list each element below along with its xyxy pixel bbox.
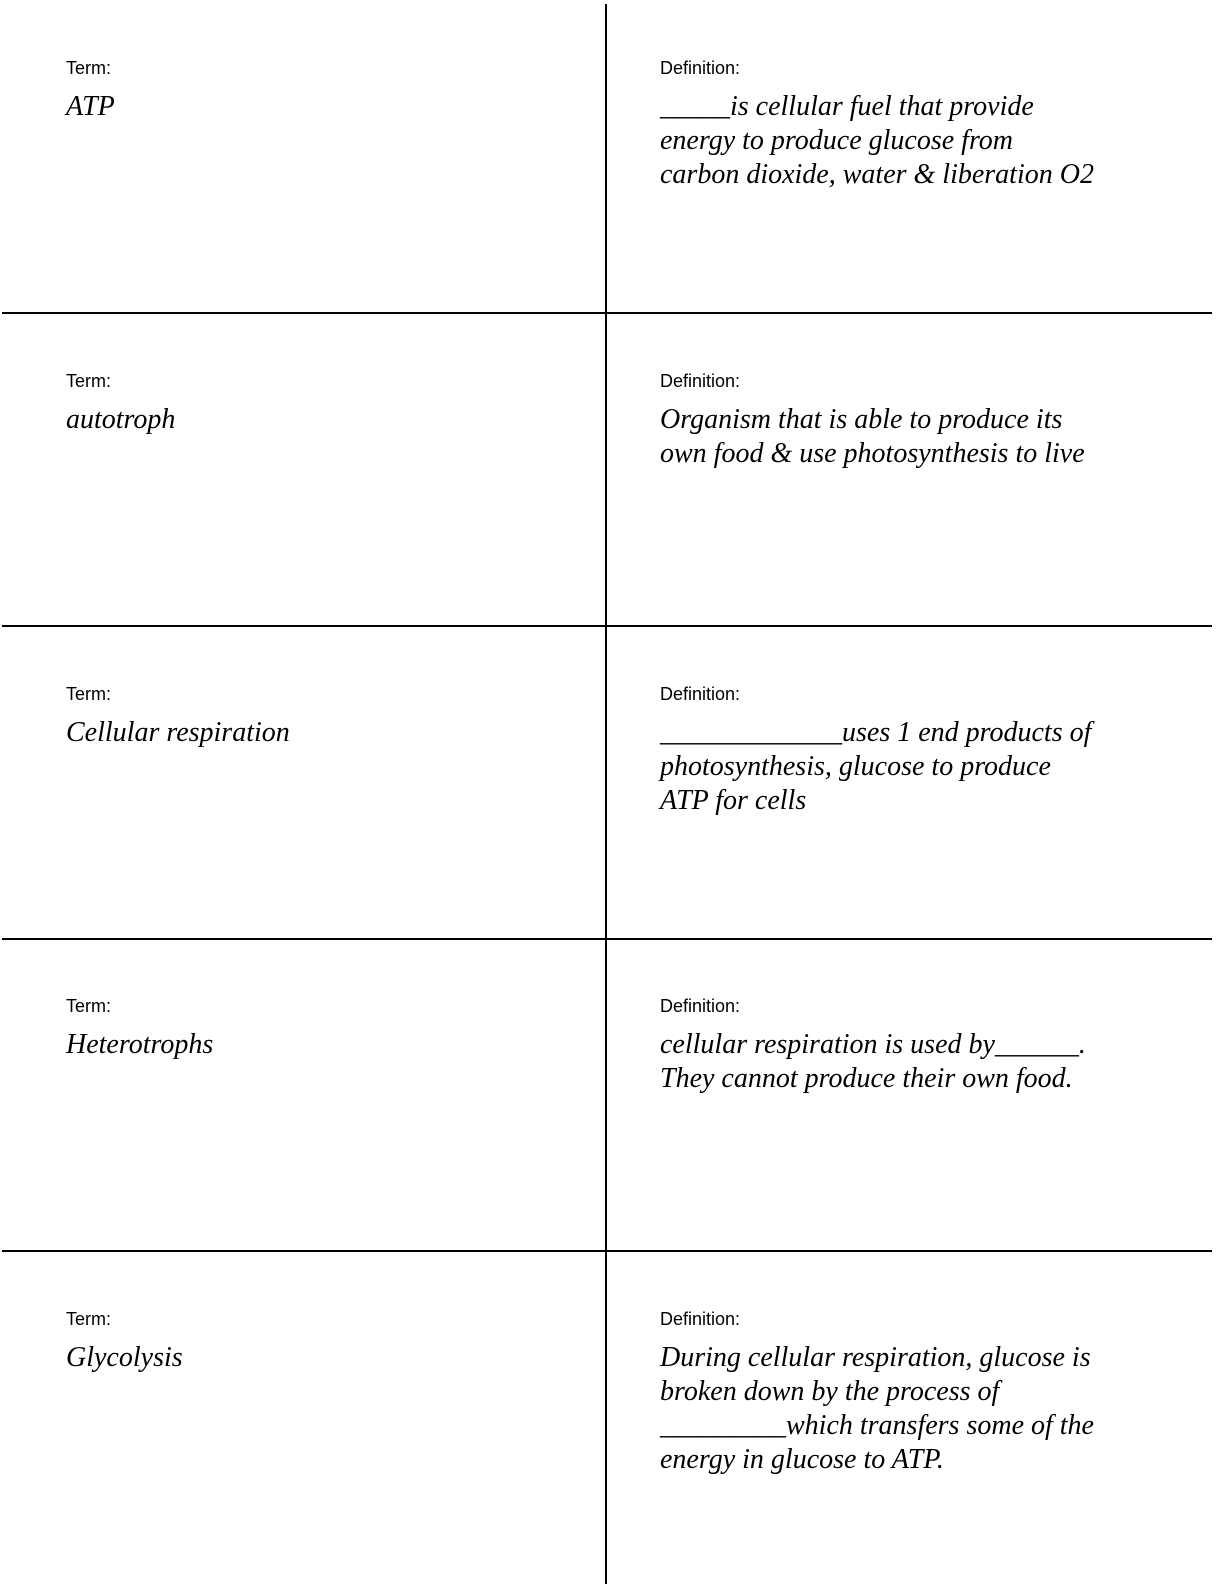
definition-cell — [660, 370, 1160, 471]
term-cell — [66, 370, 586, 437]
definition-text: _____is cellular fuel that provide energy to produce glucose from carbon dioxide, water & liberation O2 — [660, 91, 1094, 190]
row-divider — [2, 1250, 1212, 1252]
definition-text: During cellular respiration, glucose is broken down by the process of _________which transfers some of the energy in glucose to ATP. — [660, 1342, 1094, 1475]
term-label: Term: — [66, 684, 111, 704]
definition-cell — [660, 57, 1160, 192]
term-cell — [66, 995, 586, 1062]
row-divider — [2, 625, 1212, 627]
term-text: Heterotrophs — [66, 1029, 214, 1060]
term-text: Cellular respiration — [66, 717, 290, 748]
term-text: Glycolysis — [66, 1342, 183, 1373]
definition-label: Definition: — [660, 58, 741, 78]
definition-label: Definition: — [660, 371, 741, 391]
definition-cell — [660, 995, 1160, 1096]
term-label: Term: — [66, 1309, 111, 1329]
definition-text: cellular respiration is used by______. They cannot produce their own food. — [660, 1029, 1086, 1094]
term-cell — [66, 683, 586, 750]
definition-cell — [660, 1308, 1160, 1477]
term-text: ATP — [66, 91, 115, 122]
term-cell — [66, 57, 586, 124]
term-label: Term: — [66, 371, 111, 391]
definition-label: Definition: — [660, 1309, 741, 1329]
definition-text: Organism that is able to produce its own food & use photosynthesis to live — [660, 404, 1085, 469]
term-text: autotroph — [66, 404, 176, 435]
column-divider — [605, 4, 607, 1584]
definition-label: Definition: — [660, 996, 741, 1016]
row-divider — [2, 312, 1212, 314]
definition-cell — [660, 683, 1160, 818]
definition-text: _____________uses 1 end products of photosynthesis, glucose to produce ATP for cells — [660, 717, 1092, 816]
term-cell — [66, 1308, 586, 1375]
row-divider — [2, 938, 1212, 940]
term-label: Term: — [66, 58, 111, 78]
term-label: Term: — [66, 996, 111, 1016]
definition-label: Definition: — [660, 684, 741, 704]
